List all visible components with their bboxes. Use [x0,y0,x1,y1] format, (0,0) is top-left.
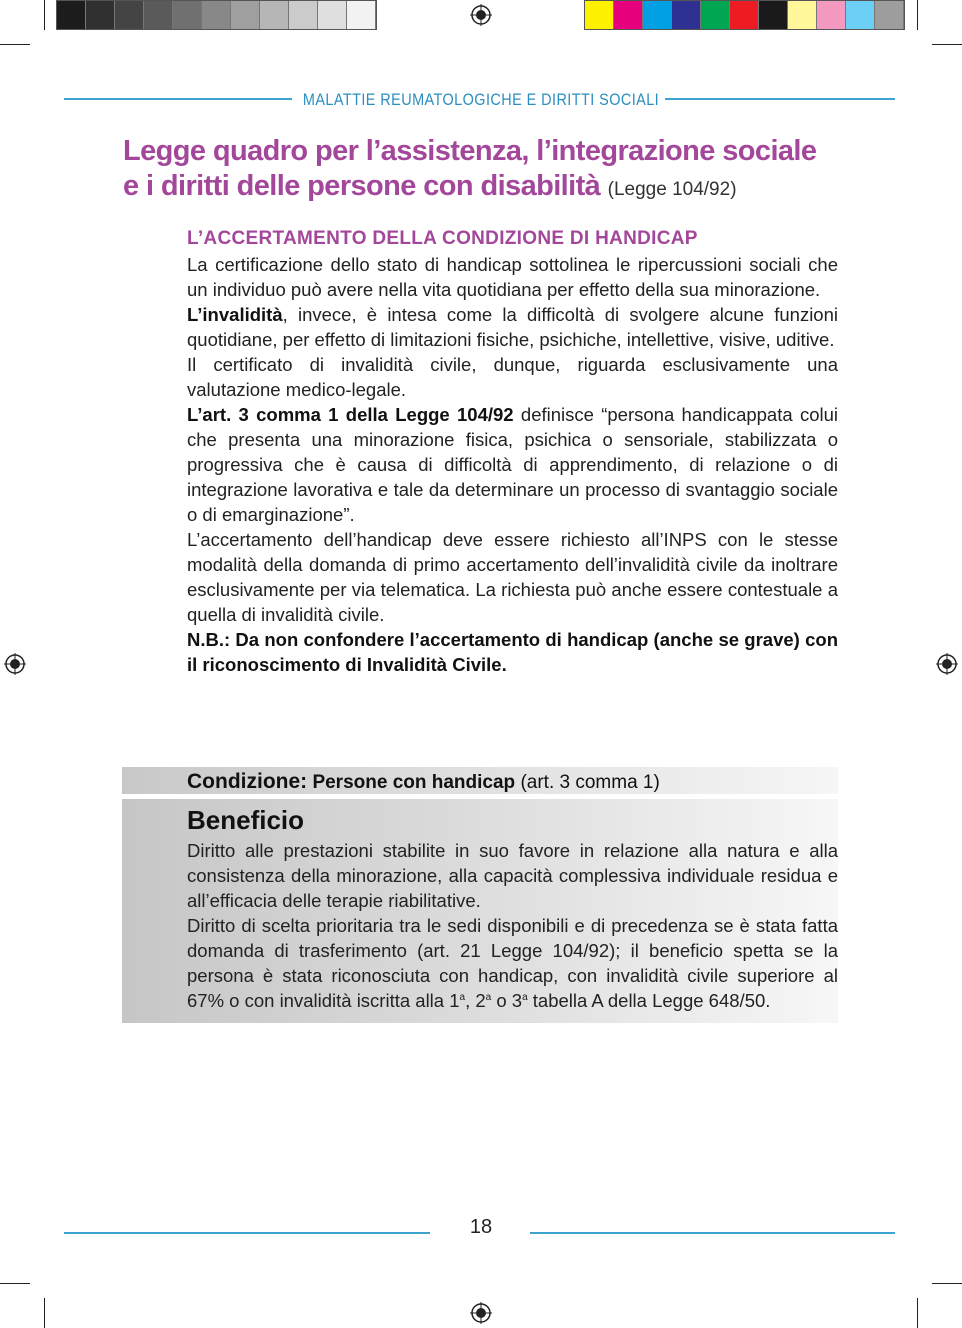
color-swatch [759,1,788,29]
paragraph-5: L’accertamento dell’handicap deve essere richiesto all’INPS con le stesse modalità della domanda di primo accertamento dell’invalidità civile da inoltrare esclusivamente per via telematica. La richiesta può anche essere contestuale a quella di invalidità civile. [187,529,838,625]
crop-mark [0,1283,30,1284]
color-swatch [846,1,875,29]
paragraph-2-bold: L’invalidità [187,304,283,325]
color-swatch [614,1,643,29]
benefit-paragraph-1: Diritto alle prestazioni stabilite in suo favore in relazione alla natura e alla consistenza della minorazione, alla capacità complessiva individuale residua e all’efficacia delle terapie riabilitative. [187,840,838,911]
title-line-2-text: e i diritti delle persone con disabilità [123,170,601,202]
registration-mark-icon [470,4,492,26]
benefit-content [187,804,838,1013]
benefit-p2-start: Diritto di scelta prioritaria tra le sedi disponibili e di precedenza se è stata fatta domanda di trasferimento (art. 21 Legge 104/92); il beneficio spetta se la persona è stata riconosciuta con handicap, con invalidità civile superiore al 67% o con invalidità iscritta alla 1 [187,915,838,1011]
nota-bene: N.B.: Da non confondere l’accertamento di handicap (anche se grave) con il riconoscimento di Invalidità Civile. [187,629,838,675]
benefit-p2-sep: , 2 [465,990,486,1011]
color-swatch [231,1,260,29]
ordinal-sup: a [522,991,528,1003]
paragraph-2 [187,302,838,352]
color-swatch [57,1,86,29]
paragraph-3: Il certificato di invalidità civile, dunque, riguarda esclusivamente una valutazione medico-legale. [187,354,838,400]
gray-calibration-bar [56,0,377,30]
registration-mark-icon [4,653,26,675]
color-swatch [672,1,701,29]
color-swatch [701,1,730,29]
crop-mark [917,0,918,30]
paragraph-4-bold: L’art. 3 comma 1 della Legge 104/92 [187,404,514,425]
title-line-2 [123,169,883,207]
crop-mark [917,1298,918,1328]
condition-value: Persone con handicap [312,772,516,793]
paragraph-4-text: definisce “persona handicappata colui che presenta una minorazione fisica, psichica o sensoriale, stabilizzata o progressiva che è causa di difficoltà di apprendimento, di relazione o di integrazione lavorativa e tale da determinare un processo di svantaggio sociale o di emarginazione”. [187,404,838,525]
running-title: MALATTIE REUMATOLOGICHE E DIRITTI SOCIALI [302,90,660,109]
color-swatch [643,1,672,29]
crop-mark [44,1298,45,1328]
paragraph-4 [187,402,838,527]
color-swatch [730,1,759,29]
crop-mark [932,1283,962,1284]
section-heading: L’ACCERTAMENTO DELLA CONDIZIONE DI HANDICAP [187,228,698,249]
color-swatch [347,1,376,29]
color-swatch [86,1,115,29]
color-swatch [173,1,202,29]
color-swatch [260,1,289,29]
page-title [123,134,883,207]
color-swatch [144,1,173,29]
page-number: 18 [469,1216,493,1238]
title-line-1: Legge quadro per l’assistenza, l’integrazione sociale [123,135,817,167]
benefit-p2-end: tabella A della Legge 648/50. [527,990,771,1011]
condition-reference: (art. 3 comma 1) [520,772,660,793]
color-swatch [817,1,846,29]
benefit-p2-sep: o 3 [491,990,523,1011]
color-swatch [289,1,318,29]
paragraph-2-text: , invece, è intesa come la difficoltà di svolgere alcune funzioni quotidiane, per effetto di limitazioni fisiche, psichiche, intellettive, visive, uditive. [187,304,838,350]
title-reference: (Legge 104/92) [607,179,737,200]
crop-mark [44,0,45,30]
color-calibration-bar [584,0,905,30]
benefit-paragraph-2 [187,913,838,1013]
condition-line [187,768,660,796]
crop-mark [0,44,30,45]
paragraph-1: La certificazione dello stato di handicap sottolinea le ripercussioni sociali che un individuo può avere nella vita quotidiana per effetto della sua minorazione. [187,254,838,300]
main-content [187,226,838,677]
color-swatch [115,1,144,29]
ordinal-sup: a [459,991,466,1003]
color-swatch [585,1,614,29]
registration-mark-icon [470,1302,492,1324]
condition-label: Condizione: [187,770,308,793]
registration-mark-icon [936,653,958,675]
color-swatch [788,1,817,29]
color-swatch [875,1,904,29]
color-swatch [202,1,231,29]
ordinal-sup: a [485,991,492,1003]
crop-mark [932,44,962,45]
benefit-heading: Beneficio [187,805,305,835]
color-swatch [318,1,347,29]
